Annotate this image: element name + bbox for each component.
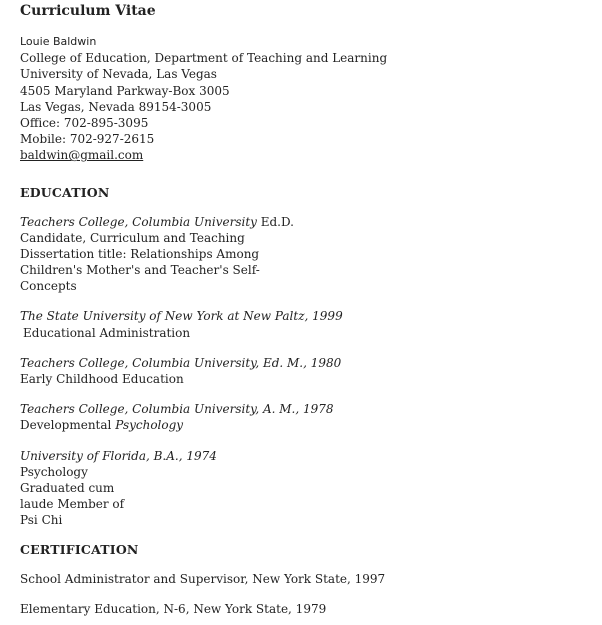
education-detail: Graduated cum	[20, 480, 115, 495]
education-entry	[20, 448, 590, 529]
contact-office-phone: Office: 702-895-3095	[20, 115, 149, 130]
page-title: Curriculum Vitae	[20, 3, 156, 19]
education-detail-italic: Psychology	[115, 418, 184, 433]
contact-city: Las Vegas, Nevada 89154-3005	[20, 99, 212, 114]
education-detail: Developmental	[20, 418, 116, 433]
education-institution: The State University of New York at New Paltz, 1999	[20, 309, 343, 324]
education-degree: Ed.D.	[256, 214, 294, 229]
education-detail: Educational Administration	[23, 325, 191, 340]
certification-item: School Administrator and Supervisor, New York State, 1997	[20, 571, 386, 586]
education-detail: Psi Chi	[20, 513, 63, 528]
education-detail: Children's Mother's and Teacher's Self-	[20, 263, 260, 278]
contact-name: Louie Baldwin	[20, 35, 97, 48]
certification-item: Elementary Education, N-6, New York State, 1979	[20, 601, 327, 616]
education-detail: Dissertation title: Relationships Among	[20, 246, 260, 261]
contact-mobile-phone: Mobile: 702-927-2615	[20, 132, 155, 147]
contact-department: College of Education, Department of Teaching and Learning	[20, 51, 388, 66]
education-heading: EDUCATION	[20, 184, 110, 200]
education-entry	[20, 355, 590, 387]
education-detail: Concepts	[20, 279, 77, 294]
cv-document	[20, 2, 590, 617]
education-detail: Candidate, Curriculum and Teaching	[20, 230, 245, 245]
education-institution: Teachers College, Columbia University, Ed. M., 1980	[20, 355, 342, 370]
education-detail: laude Member of	[20, 497, 125, 512]
contact-address: 4505 Maryland Parkway-Box 3005	[20, 83, 230, 98]
education-entry	[20, 308, 590, 340]
certification-heading: CERTIFICATION	[20, 541, 139, 557]
education-institution: Teachers College, Columbia University, A. M., 1978	[20, 402, 334, 417]
education-detail: Psychology	[20, 464, 88, 479]
contact-block	[20, 34, 590, 164]
education-detail: Early Childhood Education	[20, 372, 184, 386]
education-entry	[20, 214, 590, 295]
contact-university: University of Nevada, Las Vegas	[20, 67, 217, 82]
education-institution: Teachers College, Columbia University	[20, 214, 257, 229]
education-entry	[20, 401, 590, 433]
education-institution: University of Florida, B.A., 1974	[20, 448, 217, 463]
contact-email-link[interactable]: baldwin@gmail.com	[20, 148, 144, 163]
